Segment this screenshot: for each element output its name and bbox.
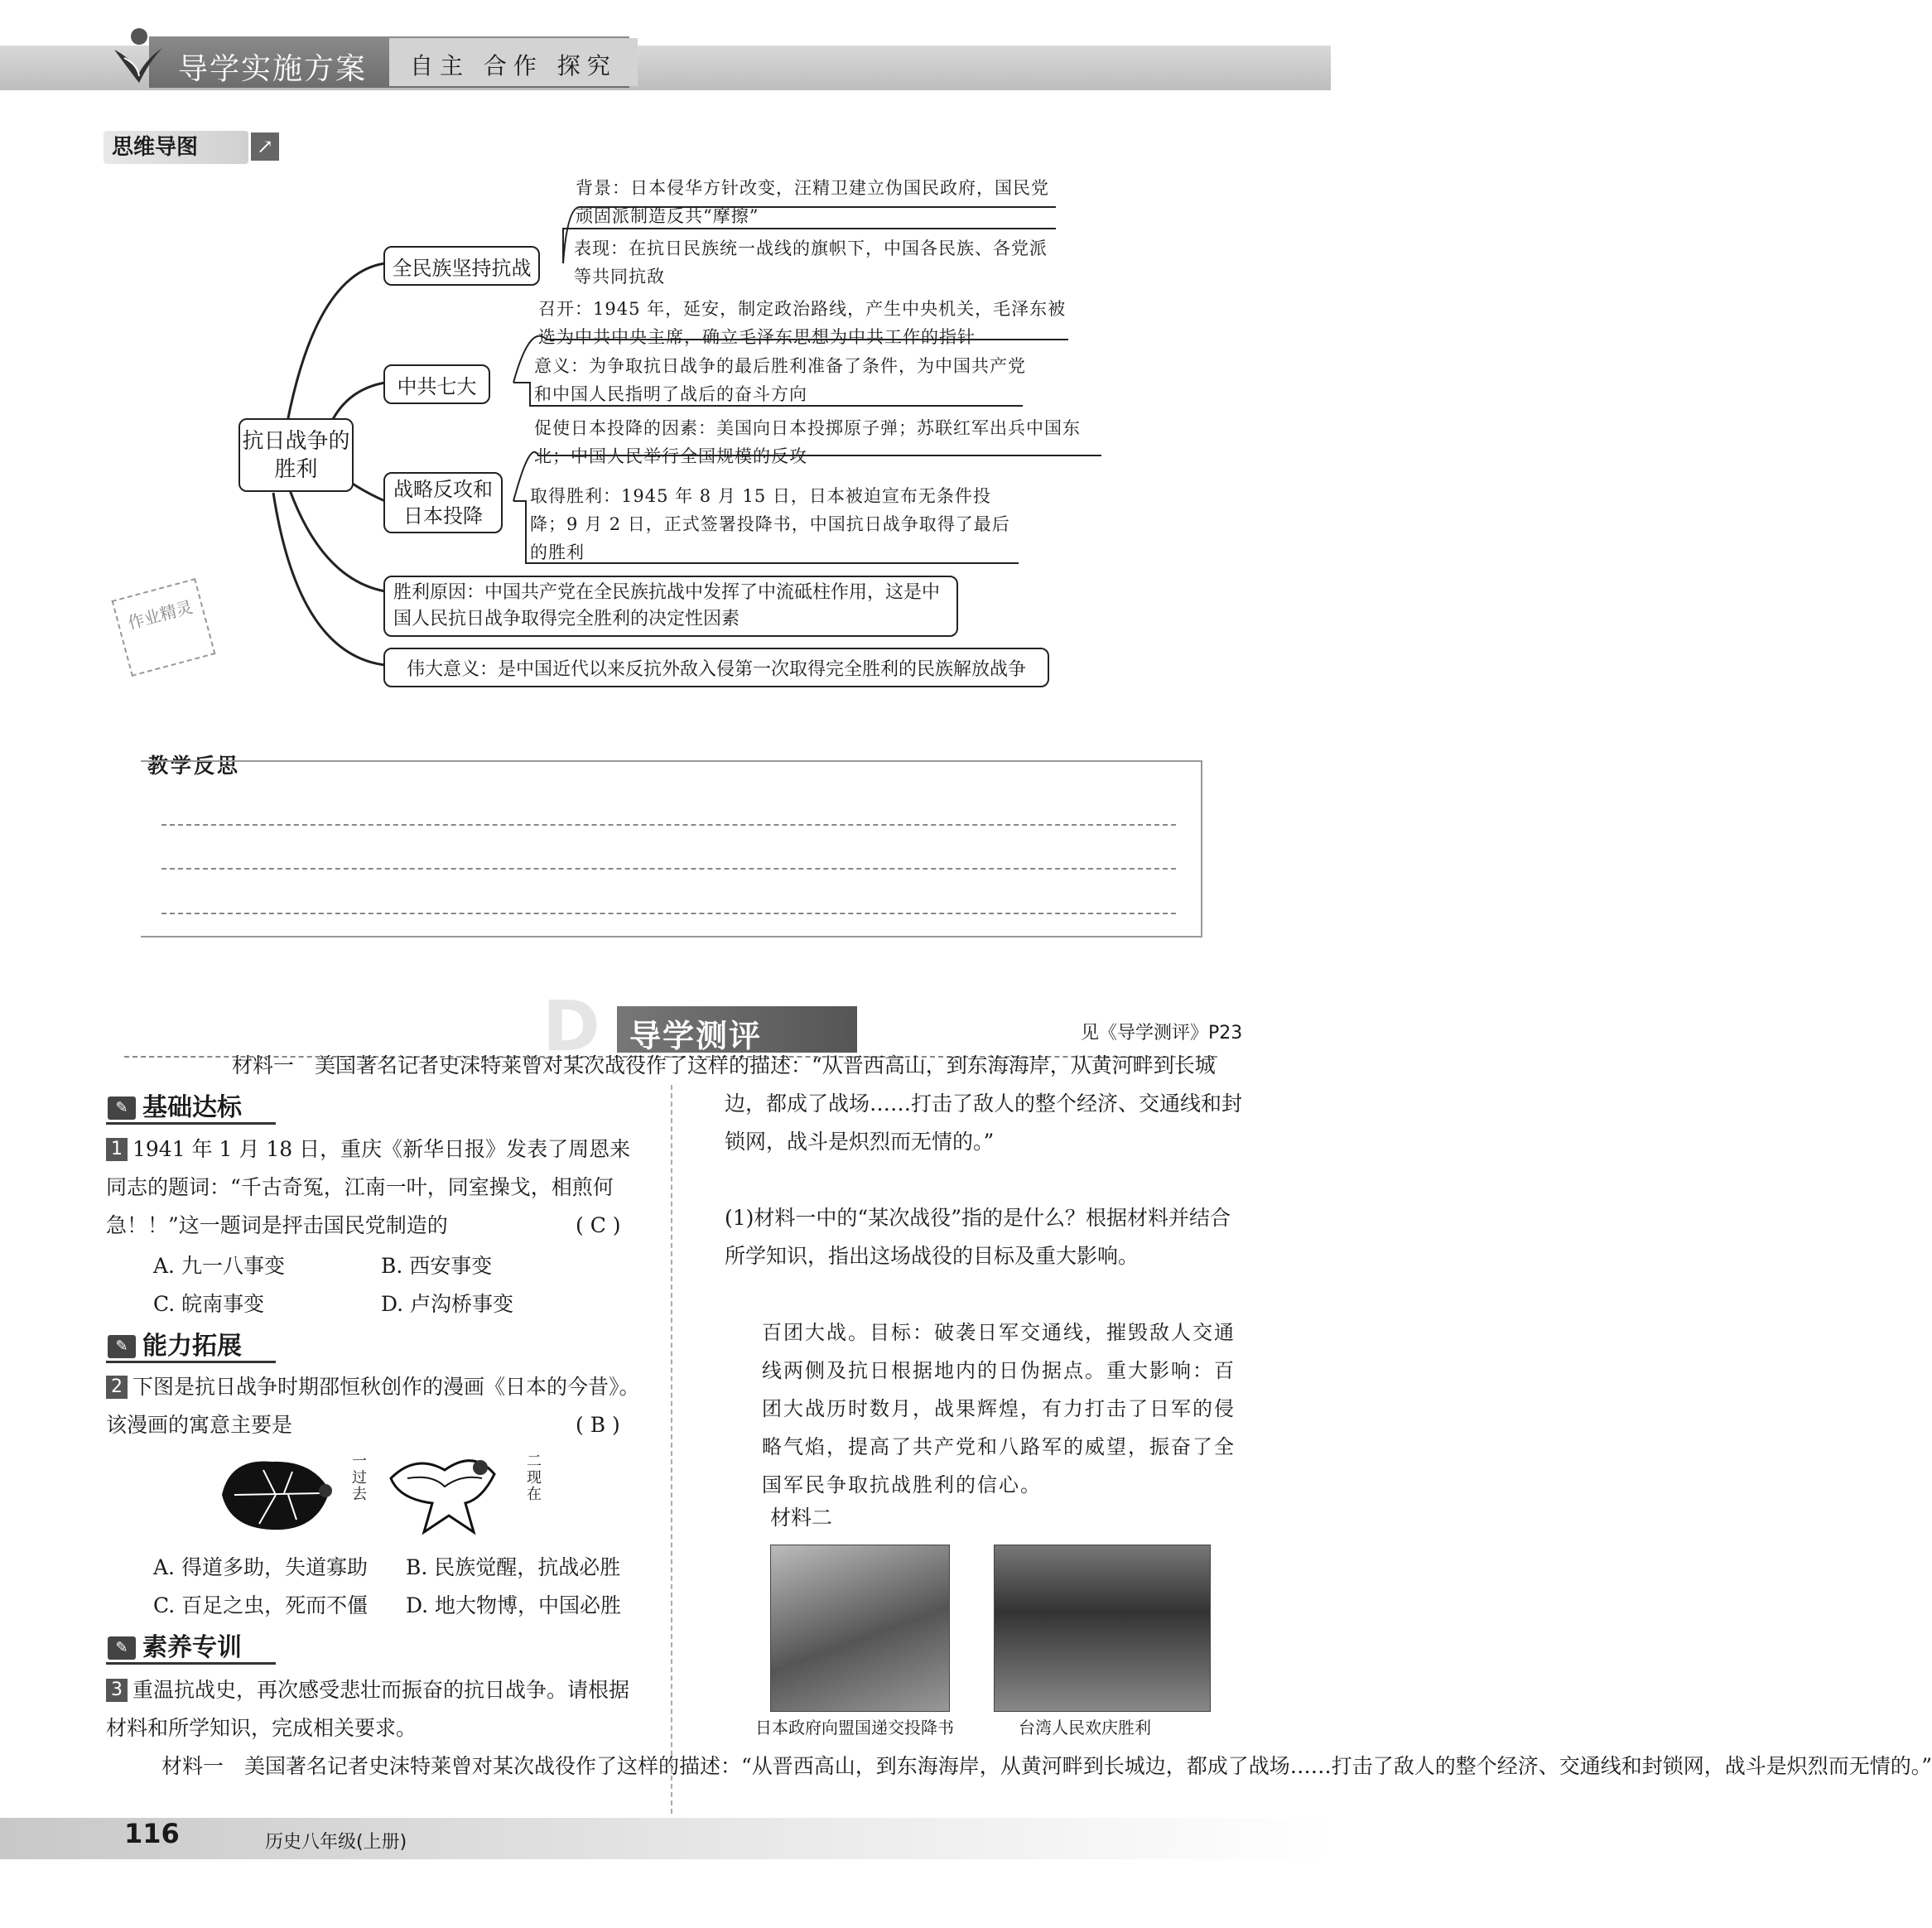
banner-title: 导学测评 — [629, 1018, 763, 1054]
reflection-line-2 — [161, 868, 1176, 870]
mindmap-center: 抗日战争的胜利 — [238, 418, 354, 492]
banner-reference: 见《导学测评》P23 — [1081, 1023, 1243, 1044]
footer-bar — [0, 1818, 1331, 1859]
q1-stem — [106, 1130, 648, 1245]
cartoon-leaf-icon — [214, 1453, 338, 1536]
mindmap-tag: 思维导图 — [104, 131, 248, 164]
reflection-line-3 — [161, 913, 1176, 914]
photo-caption-1: 日本政府向盟国递交投降书 — [755, 1718, 954, 1738]
branch-2-note-2: 意义：为争取抗日战争的最后胜利准备了条件，为中国共产党和中国人民指明了战后的奋斗方向 — [534, 356, 1026, 404]
photo-taiwan-celebration — [994, 1545, 1211, 1712]
section-ability-label: 能力拓展 — [142, 1332, 242, 1361]
banner-letter: D — [542, 986, 600, 1067]
footer-book-title: 历史八年级(上册) — [265, 1832, 407, 1853]
page-number: 116 — [124, 1818, 180, 1849]
pencil-icon: ✎ — [108, 1636, 136, 1660]
section-literacy — [106, 1632, 276, 1665]
q3-material-1-part1: 材料一 美国著名记者史沫特莱曾对某次战役作了这样的描述：“从晋西高山，到东海海岸，从黄河畔到长城边，都成了战场……打击了敌人的整个经济、交通线和封锁网，战斗是炽烈而无情的。” — [161, 1754, 1932, 1778]
q3-sub1-answer: 百团大战。目标：破袭日军交通线，摧毁敌人交通线两侧及抗日根据地内的日伪据点。重大影响：百团大战历时数月，战果辉煌，有力打击了日军的侵略气焰，提高了共产党和八路军的威望，振奋了全国军民争取抗战胜利的信心。 — [762, 1321, 1236, 1497]
cartoon-label-past: 一过去 — [352, 1453, 367, 1503]
q3-material-2: 材料二 — [770, 1506, 833, 1530]
q3-stem — [106, 1671, 648, 1747]
branch-1-note-1: 背景：日本侵华方针改变，汪精卫建立伪国民政府，国民党顽固派制造反共“摩擦” — [576, 178, 1049, 226]
q2-option-c: C. 百足之虫，死而不僵 — [153, 1593, 369, 1617]
pencil-icon: ✎ — [108, 1097, 136, 1120]
q1-option-c: C. 皖南事变 — [153, 1292, 265, 1316]
reflection-line-1 — [161, 824, 1176, 826]
cartoon-eagle-icon — [383, 1449, 507, 1536]
column-divider — [671, 1085, 672, 1814]
q1-answer: ( C ) — [576, 1213, 621, 1237]
q3-material-1 — [161, 1747, 1932, 1786]
q2-stem — [106, 1368, 648, 1444]
section-basic — [106, 1092, 276, 1125]
arrow-icon: ↗ — [251, 133, 279, 161]
q1-number: 1 — [106, 1138, 128, 1161]
section-ability — [106, 1330, 276, 1363]
pencil-icon: ✎ — [108, 1335, 136, 1358]
q1-option-a: A. 九一八事变 — [153, 1254, 285, 1278]
branch-3-note-2: 取得胜利：1945 年 8 月 15 日，日本被迫宣布无条件投降；9 月 2 日，正式签署投降书，中国抗日战争取得了最后的胜利 — [530, 486, 1010, 562]
reflection-frame — [141, 760, 1202, 937]
photo-caption-2: 台湾人民欢庆胜利 — [1019, 1718, 1151, 1738]
q1-option-b: B. 西安事变 — [381, 1254, 493, 1278]
header-title: 导学实施方案 — [178, 52, 368, 86]
photo-surrender — [770, 1545, 950, 1712]
cartoon-label-now: 二现在 — [527, 1453, 542, 1503]
section-literacy-label: 素养专训 — [142, 1633, 242, 1662]
q3-material-1-part2: 材料一 美国著名记者史沫特莱曾对某次战役作了这样的描述：“从晋西高山，到东海海岸，从黄河畔到长城边，都成了战场……打击了敌人的整个经济、交通线和封锁网，战斗是炽烈而无情的。” — [232, 1053, 1243, 1154]
q2-text: 下图是抗日战争时期邵恒秋创作的漫画《日本的今昔》。该漫画的寓意主要是 — [106, 1375, 640, 1437]
q3-text: 重温抗战史，再次感受悲壮而振奋的抗日战争。请根据材料和所学知识，完成相关要求。 — [106, 1678, 630, 1740]
q1-option-d: D. 卢沟桥事变 — [381, 1292, 514, 1316]
branch-1-note-2: 表现：在抗日民族统一战线的旗帜下，中国各民族、各党派等共同抗敌 — [574, 239, 1048, 287]
reflection-title: 教学反思 — [147, 754, 241, 778]
q2-option-a: A. 得道多助，失道寡助 — [153, 1555, 368, 1579]
branch-3-note-1: 促使日本投降的因素：美国向日本投掷原子弹；苏联红军出兵中国东北；中国人民举行全国规模的反攻 — [534, 418, 1081, 466]
branch-2-label: 中共七大 — [383, 364, 490, 404]
section-basic-label: 基础达标 — [142, 1093, 242, 1122]
branch-2-note-1: 召开：1945 年，延安，制定政治路线，产生中央机关，毛泽东被选为中共中央主席，确立毛泽东思想为中共工作的指针 — [538, 299, 1067, 347]
q2-number: 2 — [106, 1376, 128, 1399]
q3-material-1-cont — [232, 1053, 1246, 1199]
q3-sub1-question: (1)材料一中的“某次战役”指的是什么？根据材料并结合所学知识，指出这场战役的目标及重大影响。 — [725, 1206, 1231, 1268]
branch-5-label: 伟大意义：是中国近代以来反抗外敌入侵第一次取得完全胜利的民族解放战争 — [383, 648, 1049, 687]
branch-1-label: 全民族坚持抗战 — [383, 246, 540, 286]
q1-text: 1941 年 1 月 18 日，重庆《新华日报》发表了周恩来同志的题词：“千古奇冤，江南一叶，同室操戈，相煎何急！！”这一题词是抨击国民党制造的 — [106, 1137, 631, 1237]
q3-number: 3 — [106, 1679, 128, 1702]
q2-answer: ( B ) — [576, 1413, 620, 1437]
stamp-text: 作业精灵 — [125, 596, 195, 634]
q2-option-b: B. 民族觉醒，抗战必胜 — [406, 1555, 621, 1579]
header-subtitle: 自主 合作 探究 — [410, 52, 617, 80]
branch-4-label: 胜利原因：中国共产党在全民族抗战中发挥了中流砥柱作用，这是中国人民抗日战争取得完全胜利的决定性因素 — [383, 576, 958, 637]
branch-3-label: 战略反攻和日本投降 — [383, 472, 503, 533]
q2-option-d: D. 地大物博，中国必胜 — [406, 1593, 622, 1617]
